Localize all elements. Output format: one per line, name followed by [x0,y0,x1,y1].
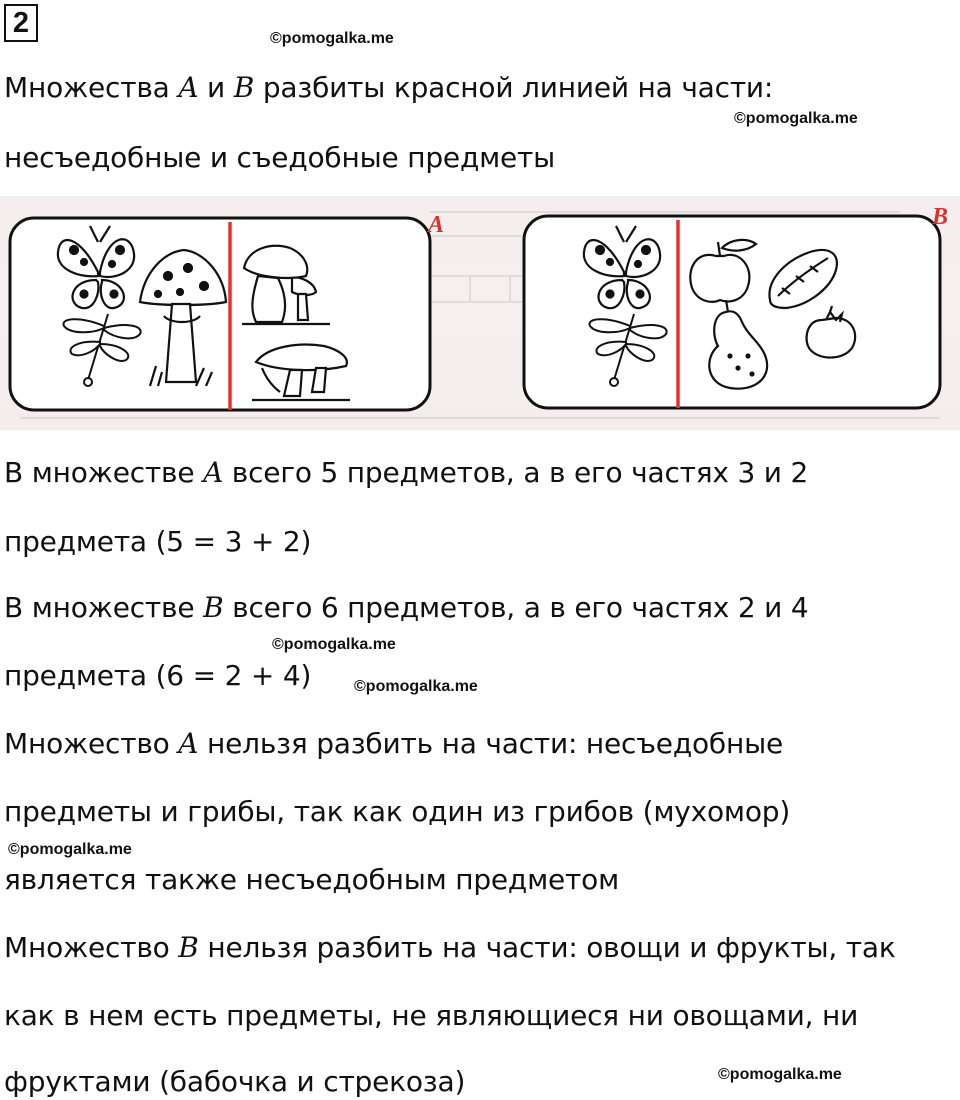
paragraph-line: является также несъедобным предметом [4,863,620,896]
set-a-symbol: A [178,727,199,760]
set-b-symbol: B [178,931,199,964]
watermark: ©pomogalka.me [354,678,478,695]
paragraph-line: фруктами (бабочка и стрекоза) [4,1065,466,1098]
paragraph-line: как в нем есть предметы, не являющиеся ни овощами, ни [4,999,859,1032]
paragraph-line: Множество B нельзя разбить на части: овощи и фрукты, так [4,931,896,964]
watermark: ©pomogalka.me [734,110,858,127]
set-b-symbol: B [203,591,224,624]
set-a-label: A [428,212,445,238]
watermark: ©pomogalka.me [270,30,394,47]
set-b-label: B [932,204,949,230]
paragraph-line: несъедобные и съедобные предметы [4,141,556,174]
paragraph-line: предметы и грибы, так как один из грибов (мухомор) [4,795,791,828]
watermark: ©pomogalka.me [718,1066,842,1083]
set-b-symbol: B [233,71,255,104]
set-a-symbol: A [178,71,199,104]
watermark: ©pomogalka.me [8,841,132,858]
paragraph-line: предмета (5 = 3 + 2) [4,525,312,558]
set-a-symbol: A [203,456,224,489]
paragraph-line: Множество A нельзя разбить на части: несъедобные [4,727,784,760]
watermark: ©pomogalka.me [272,636,396,653]
paragraph-line: Множества A и B разбиты красной линией на части: [4,71,774,104]
paragraph-line: предмета (6 = 2 + 4) [4,659,312,692]
paragraph-line: В множестве B всего 6 предметов, а в его частях 2 и 4 [4,591,809,624]
task-number-badge: 2 [4,4,38,42]
paragraph-line: В множестве A всего 5 предметов, а в его частях 3 и 2 [4,456,809,489]
sets-illustration [0,196,960,430]
